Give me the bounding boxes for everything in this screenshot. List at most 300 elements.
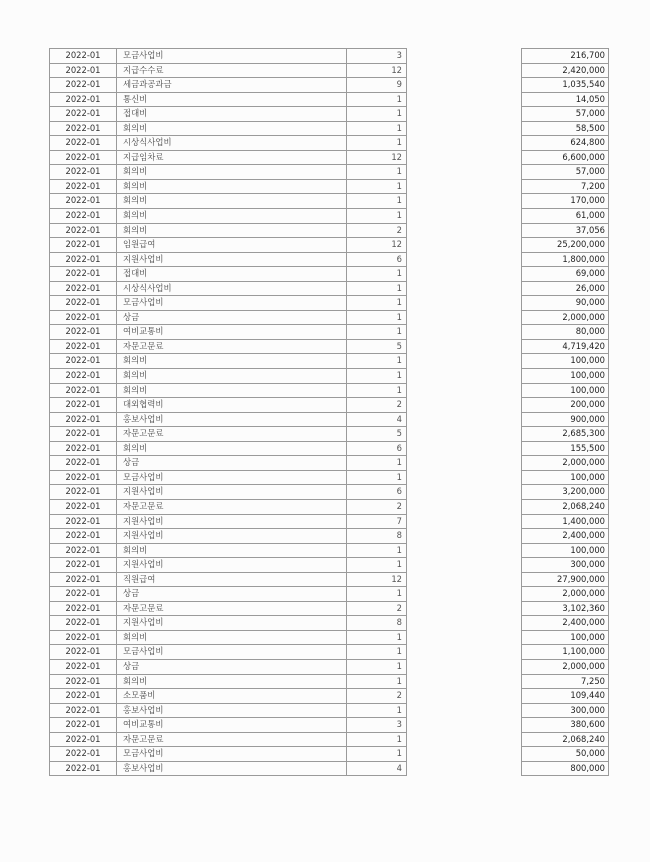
amount-cell: 100,000 — [522, 369, 609, 384]
account-cell: 세금과공과금 — [117, 78, 347, 93]
amount-cell: 100,000 — [522, 630, 609, 645]
table-row — [50, 383, 407, 398]
amount-cell: 216,700 — [522, 49, 609, 64]
table-row — [50, 587, 407, 602]
amount-cell: 61,000 — [522, 209, 609, 224]
account-cell: 자문고문료 — [117, 339, 347, 354]
account-cell: 회의비 — [117, 165, 347, 180]
date-cell: 2022-01 — [50, 718, 117, 733]
table-row — [50, 78, 407, 93]
date-cell: 2022-01 — [50, 485, 117, 500]
table-row — [50, 659, 407, 674]
table-row — [522, 252, 609, 267]
date-cell: 2022-01 — [50, 441, 117, 456]
table-row — [50, 761, 407, 776]
amount-cell: 4,719,420 — [522, 339, 609, 354]
account-cell: 회의비 — [117, 674, 347, 689]
account-cell: 자문고문료 — [117, 427, 347, 442]
date-cell: 2022-01 — [50, 339, 117, 354]
table-row — [522, 514, 609, 529]
account-cell: 회의비 — [117, 441, 347, 456]
count-cell: 1 — [347, 659, 407, 674]
date-cell: 2022-01 — [50, 78, 117, 93]
table-row — [522, 194, 609, 209]
table-row — [50, 543, 407, 558]
table-row — [50, 398, 407, 413]
date-cell: 2022-01 — [50, 572, 117, 587]
table-row — [50, 325, 407, 340]
account-cell: 모금사업비 — [117, 296, 347, 311]
amount-cell: 2,000,000 — [522, 587, 609, 602]
amount-cell: 155,500 — [522, 441, 609, 456]
amount-cell: 3,200,000 — [522, 485, 609, 500]
date-cell: 2022-01 — [50, 354, 117, 369]
table-row — [522, 121, 609, 136]
table-row — [522, 499, 609, 514]
date-cell: 2022-01 — [50, 703, 117, 718]
count-cell: 1 — [347, 456, 407, 471]
table-row — [50, 747, 407, 762]
amount-cell: 2,400,000 — [522, 529, 609, 544]
count-cell: 5 — [347, 339, 407, 354]
table-row — [522, 398, 609, 413]
table-row — [50, 485, 407, 500]
count-cell: 2 — [347, 689, 407, 704]
table-row — [522, 179, 609, 194]
count-cell: 1 — [347, 543, 407, 558]
amount-cell: 57,000 — [522, 107, 609, 122]
table-row — [50, 412, 407, 427]
date-cell: 2022-01 — [50, 310, 117, 325]
table-row — [50, 136, 407, 151]
amount-cell: 69,000 — [522, 267, 609, 282]
table-row — [50, 369, 407, 384]
table-row — [50, 630, 407, 645]
count-cell: 12 — [347, 63, 407, 78]
count-cell: 1 — [347, 296, 407, 311]
count-cell: 1 — [347, 121, 407, 136]
table-row — [50, 558, 407, 573]
count-cell: 9 — [347, 78, 407, 93]
account-cell: 자문고문료 — [117, 732, 347, 747]
date-cell: 2022-01 — [50, 223, 117, 238]
count-cell: 8 — [347, 529, 407, 544]
count-cell: 6 — [347, 441, 407, 456]
table-row — [50, 470, 407, 485]
count-cell: 3 — [347, 718, 407, 733]
amount-cell: 2,000,000 — [522, 310, 609, 325]
account-cell: 지원사업비 — [117, 514, 347, 529]
table-row — [522, 383, 609, 398]
count-cell: 1 — [347, 630, 407, 645]
date-cell: 2022-01 — [50, 674, 117, 689]
count-cell: 1 — [347, 354, 407, 369]
table-row — [522, 78, 609, 93]
count-cell: 2 — [347, 499, 407, 514]
amount-cell: 2,068,240 — [522, 732, 609, 747]
amount-cell: 1,100,000 — [522, 645, 609, 660]
date-cell: 2022-01 — [50, 49, 117, 64]
table-row — [522, 558, 609, 573]
account-cell: 접대비 — [117, 107, 347, 122]
count-cell: 1 — [347, 703, 407, 718]
date-cell: 2022-01 — [50, 514, 117, 529]
table-row — [522, 732, 609, 747]
date-cell: 2022-01 — [50, 121, 117, 136]
amount-cell: 2,000,000 — [522, 659, 609, 674]
table-row — [522, 49, 609, 64]
account-cell: 상금 — [117, 587, 347, 602]
date-cell: 2022-01 — [50, 296, 117, 311]
account-cell: 소모품비 — [117, 689, 347, 704]
table-row — [522, 572, 609, 587]
date-cell: 2022-01 — [50, 616, 117, 631]
table-row — [50, 572, 407, 587]
account-cell: 회의비 — [117, 630, 347, 645]
account-cell: 회의비 — [117, 223, 347, 238]
account-cell: 회의비 — [117, 543, 347, 558]
count-cell: 1 — [347, 107, 407, 122]
date-cell: 2022-01 — [50, 383, 117, 398]
account-cell: 모금사업비 — [117, 470, 347, 485]
table-row — [522, 601, 609, 616]
table-row — [522, 369, 609, 384]
table-row — [522, 587, 609, 602]
count-cell: 1 — [347, 136, 407, 151]
date-cell: 2022-01 — [50, 689, 117, 704]
table-row — [522, 107, 609, 122]
table-row — [522, 136, 609, 151]
account-cell: 모금사업비 — [117, 645, 347, 660]
amount-cell: 2,420,000 — [522, 63, 609, 78]
table-row — [522, 267, 609, 282]
amount-cell: 170,000 — [522, 194, 609, 209]
table-row — [522, 630, 609, 645]
amount-cell: 100,000 — [522, 383, 609, 398]
count-cell: 1 — [347, 674, 407, 689]
amount-cell: 200,000 — [522, 398, 609, 413]
account-cell: 회의비 — [117, 209, 347, 224]
table-row — [50, 718, 407, 733]
count-cell: 5 — [347, 427, 407, 442]
date-cell: 2022-01 — [50, 107, 117, 122]
date-cell: 2022-01 — [50, 587, 117, 602]
count-cell: 2 — [347, 223, 407, 238]
table-row — [50, 296, 407, 311]
account-cell: 상금 — [117, 310, 347, 325]
table-row — [50, 121, 407, 136]
table-row — [50, 674, 407, 689]
table-row — [522, 223, 609, 238]
table-row — [522, 645, 609, 660]
count-cell: 12 — [347, 150, 407, 165]
date-cell: 2022-01 — [50, 209, 117, 224]
account-cell: 여비교통비 — [117, 718, 347, 733]
amount-cell: 1,035,540 — [522, 78, 609, 93]
amount-cell: 3,102,360 — [522, 601, 609, 616]
date-cell: 2022-01 — [50, 601, 117, 616]
table-row — [522, 470, 609, 485]
amount-cell: 800,000 — [522, 761, 609, 776]
table-row — [522, 674, 609, 689]
count-cell: 2 — [347, 601, 407, 616]
table-row — [50, 645, 407, 660]
table-row — [522, 310, 609, 325]
table-row — [522, 339, 609, 354]
table-row — [50, 223, 407, 238]
amount-cell: 7,250 — [522, 674, 609, 689]
count-cell: 1 — [347, 92, 407, 107]
account-cell: 홍보사업비 — [117, 703, 347, 718]
date-cell: 2022-01 — [50, 179, 117, 194]
table-row — [50, 267, 407, 282]
count-cell: 1 — [347, 310, 407, 325]
table-row — [522, 659, 609, 674]
amount-cell: 109,440 — [522, 689, 609, 704]
account-cell: 상금 — [117, 456, 347, 471]
table-row — [522, 281, 609, 296]
date-cell: 2022-01 — [50, 543, 117, 558]
account-cell: 시상식사업비 — [117, 281, 347, 296]
account-cell: 상금 — [117, 659, 347, 674]
account-cell: 지원사업비 — [117, 485, 347, 500]
table-row — [50, 616, 407, 631]
table-row — [522, 543, 609, 558]
table-row — [522, 209, 609, 224]
account-cell: 여비교통비 — [117, 325, 347, 340]
count-cell: 6 — [347, 252, 407, 267]
amount-cell: 380,600 — [522, 718, 609, 733]
amount-cell: 2,685,300 — [522, 427, 609, 442]
account-cell: 직원급여 — [117, 572, 347, 587]
table-row — [522, 689, 609, 704]
account-cell: 대외협력비 — [117, 398, 347, 413]
amount-table — [521, 48, 609, 776]
count-cell: 1 — [347, 165, 407, 180]
table-row — [522, 747, 609, 762]
amount-cell: 50,000 — [522, 747, 609, 762]
account-cell: 지원사업비 — [117, 616, 347, 631]
date-cell: 2022-01 — [50, 325, 117, 340]
table-row — [50, 339, 407, 354]
date-cell: 2022-01 — [50, 136, 117, 151]
table-row — [522, 456, 609, 471]
table-row — [50, 49, 407, 64]
date-cell: 2022-01 — [50, 63, 117, 78]
date-cell: 2022-01 — [50, 645, 117, 660]
count-cell: 1 — [347, 281, 407, 296]
date-cell: 2022-01 — [50, 369, 117, 384]
table-row — [50, 499, 407, 514]
table-row — [50, 514, 407, 529]
amount-cell: 100,000 — [522, 470, 609, 485]
account-cell: 자문고문료 — [117, 601, 347, 616]
account-cell: 지급수수료 — [117, 63, 347, 78]
count-cell: 1 — [347, 267, 407, 282]
amount-cell: 14,050 — [522, 92, 609, 107]
date-cell: 2022-01 — [50, 150, 117, 165]
count-cell: 12 — [347, 572, 407, 587]
date-cell: 2022-01 — [50, 529, 117, 544]
table-row — [522, 412, 609, 427]
count-cell: 1 — [347, 732, 407, 747]
amount-cell: 300,000 — [522, 703, 609, 718]
table-row — [50, 529, 407, 544]
amount-cell: 300,000 — [522, 558, 609, 573]
date-cell: 2022-01 — [50, 194, 117, 209]
table-row — [50, 92, 407, 107]
amount-cell: 900,000 — [522, 412, 609, 427]
account-cell: 회의비 — [117, 369, 347, 384]
table-row — [50, 732, 407, 747]
date-cell: 2022-01 — [50, 281, 117, 296]
date-cell: 2022-01 — [50, 427, 117, 442]
account-cell: 지원사업비 — [117, 529, 347, 544]
table-row — [50, 209, 407, 224]
table-row — [50, 281, 407, 296]
count-cell: 1 — [347, 179, 407, 194]
amount-cell: 624,800 — [522, 136, 609, 151]
table-row — [50, 179, 407, 194]
amount-cell: 1,400,000 — [522, 514, 609, 529]
table-row — [522, 63, 609, 78]
account-cell: 자문고문료 — [117, 499, 347, 514]
table-row — [50, 441, 407, 456]
amount-cell: 25,200,000 — [522, 238, 609, 253]
date-cell: 2022-01 — [50, 456, 117, 471]
count-cell: 2 — [347, 398, 407, 413]
date-cell: 2022-01 — [50, 398, 117, 413]
table-row — [522, 616, 609, 631]
date-cell: 2022-01 — [50, 499, 117, 514]
count-cell: 1 — [347, 325, 407, 340]
table-row — [522, 703, 609, 718]
count-cell: 1 — [347, 587, 407, 602]
date-cell: 2022-01 — [50, 747, 117, 762]
count-cell: 1 — [347, 470, 407, 485]
date-cell: 2022-01 — [50, 630, 117, 645]
ledger-table-body — [50, 49, 407, 776]
table-row — [50, 601, 407, 616]
account-cell: 시상식사업비 — [117, 136, 347, 151]
table-row — [522, 718, 609, 733]
count-cell: 6 — [347, 485, 407, 500]
count-cell: 1 — [347, 645, 407, 660]
amount-cell: 6,600,000 — [522, 150, 609, 165]
count-cell: 1 — [347, 194, 407, 209]
account-cell: 회의비 — [117, 354, 347, 369]
count-cell: 1 — [347, 558, 407, 573]
date-cell: 2022-01 — [50, 470, 117, 485]
date-cell: 2022-01 — [50, 165, 117, 180]
date-cell: 2022-01 — [50, 252, 117, 267]
table-row — [50, 165, 407, 180]
account-cell: 모금사업비 — [117, 747, 347, 762]
table-row — [522, 427, 609, 442]
amount-cell: 26,000 — [522, 281, 609, 296]
date-cell: 2022-01 — [50, 761, 117, 776]
table-row — [522, 529, 609, 544]
account-cell: 회의비 — [117, 194, 347, 209]
account-cell: 모금사업비 — [117, 49, 347, 64]
table-row — [522, 165, 609, 180]
table-row — [522, 325, 609, 340]
account-cell: 접대비 — [117, 267, 347, 282]
date-cell: 2022-01 — [50, 659, 117, 674]
amount-cell: 7,200 — [522, 179, 609, 194]
table-row — [50, 252, 407, 267]
account-cell: 회의비 — [117, 179, 347, 194]
count-cell: 1 — [347, 369, 407, 384]
date-cell: 2022-01 — [50, 412, 117, 427]
amount-cell: 2,068,240 — [522, 499, 609, 514]
count-cell: 1 — [347, 209, 407, 224]
amount-cell: 80,000 — [522, 325, 609, 340]
amount-cell: 57,000 — [522, 165, 609, 180]
account-cell: 통신비 — [117, 92, 347, 107]
amount-cell: 2,400,000 — [522, 616, 609, 631]
count-cell: 1 — [347, 383, 407, 398]
table-row — [50, 194, 407, 209]
amount-cell: 100,000 — [522, 354, 609, 369]
date-cell: 2022-01 — [50, 732, 117, 747]
date-cell: 2022-01 — [50, 238, 117, 253]
date-cell: 2022-01 — [50, 92, 117, 107]
account-cell: 홍보사업비 — [117, 761, 347, 776]
amount-cell: 58,500 — [522, 121, 609, 136]
amount-cell: 37,056 — [522, 223, 609, 238]
account-cell: 지급임차료 — [117, 150, 347, 165]
date-cell: 2022-01 — [50, 267, 117, 282]
table-row — [50, 150, 407, 165]
ledger-table — [49, 48, 407, 776]
table-row — [50, 107, 407, 122]
table-row — [522, 354, 609, 369]
account-cell: 회의비 — [117, 383, 347, 398]
amount-cell: 2,000,000 — [522, 456, 609, 471]
table-row — [522, 441, 609, 456]
amount-cell: 27,900,000 — [522, 572, 609, 587]
table-row — [522, 296, 609, 311]
count-cell: 7 — [347, 514, 407, 529]
table-row — [522, 485, 609, 500]
amount-cell: 1,800,000 — [522, 252, 609, 267]
account-cell: 홍보사업비 — [117, 412, 347, 427]
count-cell: 1 — [347, 747, 407, 762]
count-cell: 3 — [347, 49, 407, 64]
date-cell: 2022-01 — [50, 558, 117, 573]
table-row — [50, 456, 407, 471]
table-row — [50, 354, 407, 369]
amount-table-body — [522, 49, 609, 776]
account-cell: 회의비 — [117, 121, 347, 136]
table-row — [522, 761, 609, 776]
count-cell: 4 — [347, 761, 407, 776]
count-cell: 12 — [347, 238, 407, 253]
count-cell: 4 — [347, 412, 407, 427]
table-row — [50, 427, 407, 442]
amount-cell: 100,000 — [522, 543, 609, 558]
table-row — [522, 150, 609, 165]
account-cell: 임원급여 — [117, 238, 347, 253]
table-row — [50, 238, 407, 253]
amount-cell: 90,000 — [522, 296, 609, 311]
account-cell: 지원사업비 — [117, 252, 347, 267]
table-row — [50, 703, 407, 718]
table-row — [50, 63, 407, 78]
table-row — [50, 310, 407, 325]
table-row — [522, 238, 609, 253]
